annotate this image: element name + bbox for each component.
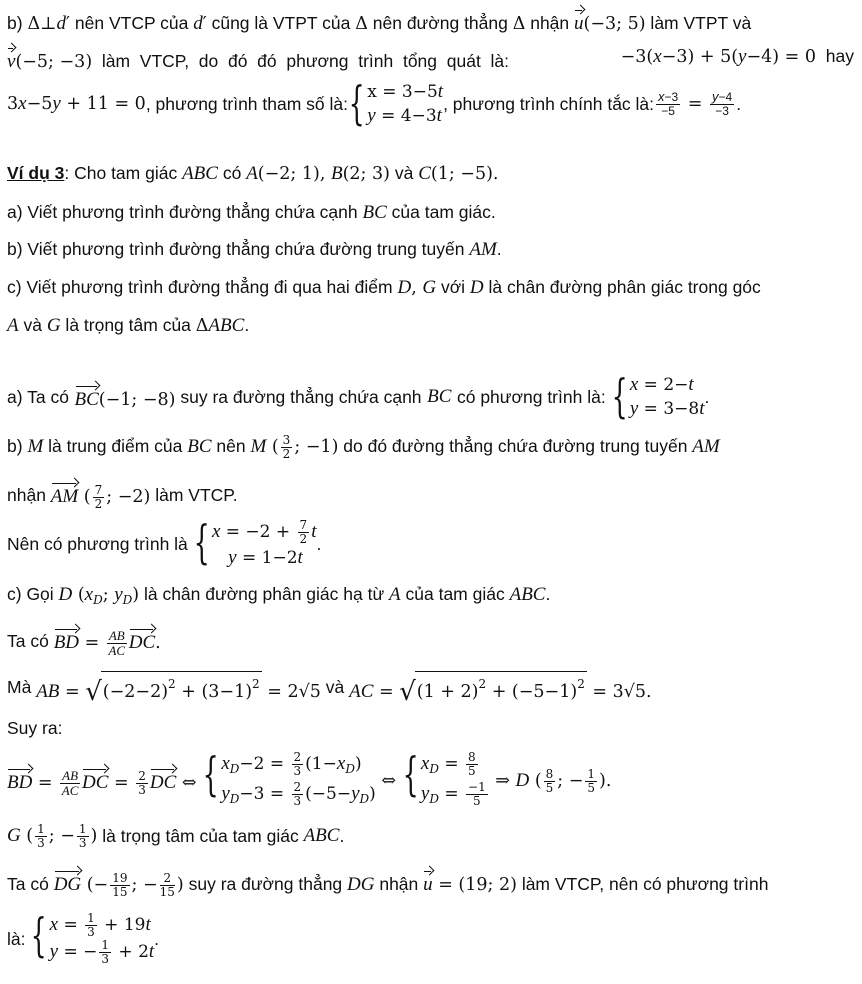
solution-c-lengths: Mà AB = $√(-2-2)^2 + (3-1)^2 = 2√5$ và AC = $√(1 + 2)^2 + (-5-1)^2 = 3√5$. <box>7 668 854 706</box>
solution-c-line1: c) Gọi D ($x_D$; $y_D$) là chân đường phân giác hạ từ A của tam giác ABC. <box>7 584 551 607</box>
system-5: { $x_D$ = $\frac{8}{5}$ $y_D$ = $\frac{-1}{5}$ <box>402 747 486 808</box>
solution-c-ratio: Ta có BD = $\frac{AB}{AC}$ DC. <box>7 624 854 658</box>
text-b-intro: b) Δ⊥d′ nên VTCP của d′ cũng là VTPT của Δ nên đường thẳng Δ nhận u(−3; 5) làm VTPT và <box>7 6 751 36</box>
paragraph-b-line2 <box>7 44 854 74</box>
text-vtcp: v(−5; −3) làm VTCP, do đó đó phương trình tổng quát là: <box>7 44 509 74</box>
question-c-line1: c) Viết phương trình đường thẳng đi qua hai điểm D, G với D là chân đường phân giác trong góc <box>7 277 761 298</box>
question-b: b) Viết phương trình đường thẳng chứa đường trung tuyến AM. <box>7 239 502 260</box>
paragraph-b-line3: 3x−5y + 11 = 0 , phương trình tham số là: { x = 3−5t y = 4−3t , phương trình chính tắc là: $\frac{x-3}{-5}$ = $\frac{y-4}{-3}$ . <box>7 76 742 130</box>
param-system-1: { x = 3−5t y = 4−3t <box>348 76 444 130</box>
question-c-line2: A và G là trọng tâm của ΔABC. <box>7 315 250 336</box>
solution-c-system: BD = $\frac{AB}{AC}$ DC = $\frac{2}{3}$ DC ⇔ { $x_D-2$ = $\frac{2}{3}$ $(1-x_D)$ $y_D-3$ = $\frac{2}{3}$ $(-5-y_D)$ ⇔ { $x_D$ = $\frac{8}{5}$ $y_D$ = $\frac{-1}{5}$ ⇒ D ( $\frac{8}{5}$ ; − $\frac{1}{5}$ ). <box>7 746 854 816</box>
param-system-6: { x = $\frac{1}{3}$ + 19t y = − $\frac{1}{3}$ + 2t <box>30 908 155 966</box>
solution-b-line3: Nên có phương trình là { x = −2 + $\frac{7}{2}$ t y = 1−2t . <box>7 514 322 569</box>
solution-a: a) Ta có BC(−1; −8) suy ra đường thẳng chứa cạnh BC có phương trình là: { x = 2−t y = 3−8t . <box>7 369 710 423</box>
example-3-heading: Ví dụ 3: Cho tam giác ABC có A(−2; 1), B(2; 3) và C(1; −5). <box>7 163 499 184</box>
solution-c-final: là: { x = $\frac{1}{3}$ + 19t y = − $\frac{1}{3}$ + 2t . <box>7 908 160 966</box>
solution-c-dg: Ta có DG (− $\frac{19}{15}$ ; − $\frac{2}{15}$ ) suy ra đường thẳng DG nhận u = (19; 2) làm VTCP, nên có phương trình <box>7 866 854 900</box>
solution-b-line1: b) M là trung điểm của BC nên M ( $\frac{3}{2}$ ; −1) do đó đường thẳng chứa đường trung tuyến AM <box>7 432 720 461</box>
solution-c-centroid: G ( $\frac{1}{3}$ ; − $\frac{1}{3}$ ) là trọng tâm của tam giác ABC . <box>7 821 345 850</box>
solution-c-suy-ra: Suy ra: <box>7 718 63 738</box>
solution-b-line2: nhận AM ( $\frac{7}{2}$ ; −2) làm VTCP. <box>7 478 854 512</box>
general-equation: −3(x−3) + 5(y−4) = 0 hay <box>620 46 854 67</box>
paragraph-b-line1 <box>7 6 854 36</box>
example-label: Ví dụ 3 <box>7 163 65 183</box>
question-a: a) Viết phương trình đường thẳng chứa cạnh BC của tam giác. <box>7 202 496 223</box>
system-4: { $x_D-2$ = $\frac{2}{3}$ $(1-x_D)$ $y_D-3$ = $\frac{2}{3}$ $(-5-y_D)$ <box>202 747 376 808</box>
param-system-2: { x = 2−t y = 3−8t <box>611 369 705 423</box>
param-system-3: { x = −2 + $\frac{7}{2}$ t y = 1−2t <box>193 514 317 569</box>
